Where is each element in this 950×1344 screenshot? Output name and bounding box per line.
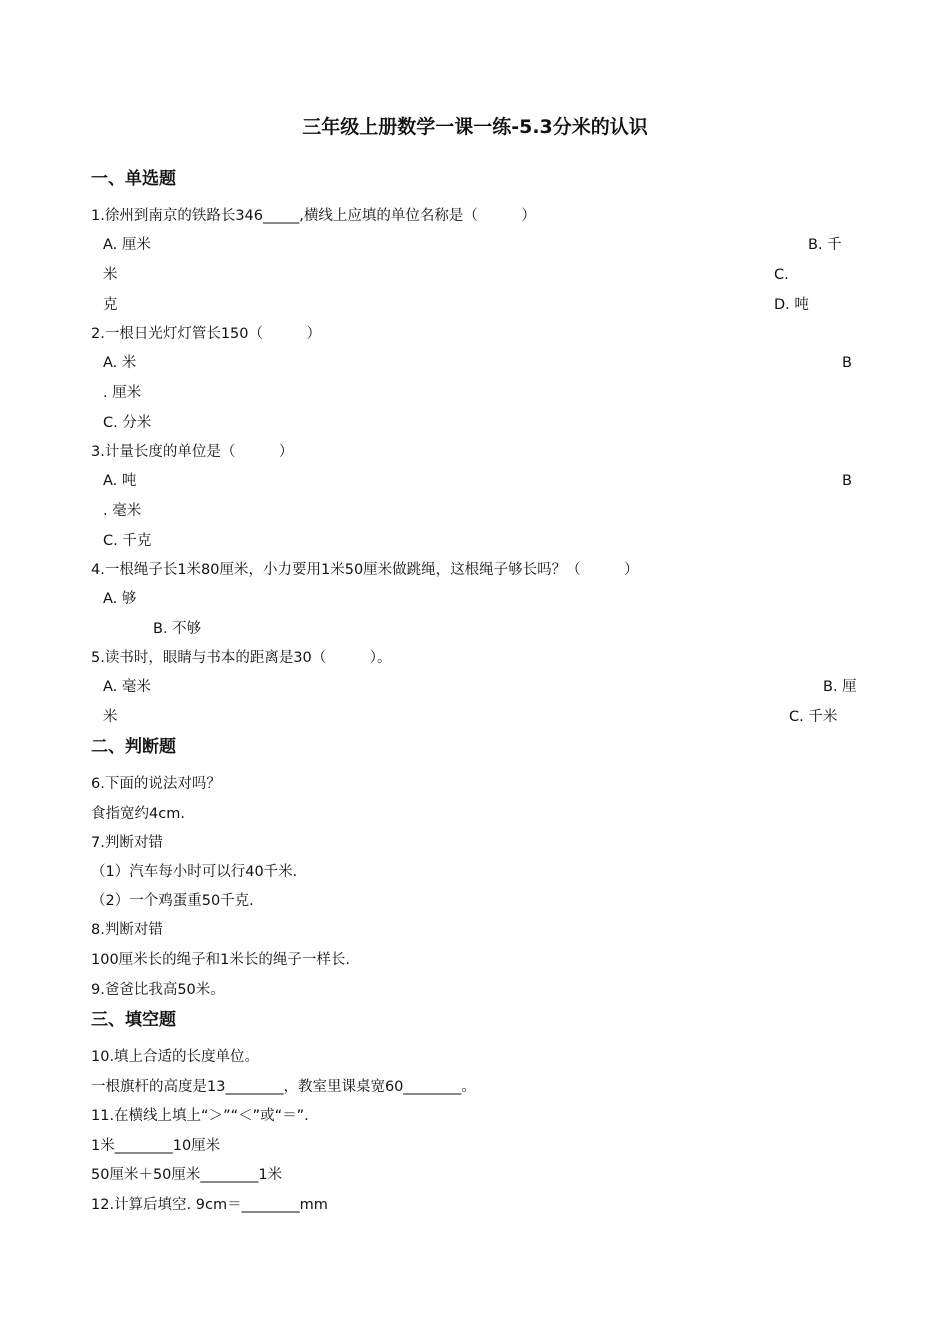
option-b-continued: . 毫米 [103,503,142,519]
question-stem: 5.读书时，眼睛与书本的距离是30（ ）。 [91,650,392,666]
option-a: A. 厘米 [103,237,151,253]
option-c: C. [774,267,789,283]
question-stem: 2.一根日光灯灯管长150（ ） [91,326,322,342]
option-b: B. 不够 [153,621,202,637]
option-c: C. 千克 [103,533,152,549]
option-c-continued: 克 [103,297,118,313]
option-c: C. 千米 [789,709,838,725]
question-line: 100厘米长的绳子和1米长的绳子一样长. [91,952,351,968]
option-a: A. 米 [103,355,137,371]
question-stem: 9.爸爸比我高50米。 [91,982,225,998]
question-line: （2）一个鸡蛋重50千克. [91,893,254,909]
question-line: 50厘米＋50厘米________1米 [91,1167,283,1183]
question-stem: 4.一根绳子长1米80厘米，小力要用1米50厘米做跳绳，这根绳子够长吗？（ ） [91,562,639,578]
question-stem: 8.判断对错 [91,922,163,938]
option-b: B. 厘 [823,679,857,695]
question-stem: 3.计量长度的单位是（ ） [91,444,294,460]
section-fill-in: 三、填空题 [91,1010,176,1030]
section-single-choice: 一、单选题 [91,169,176,189]
option-a: A. 吨 [103,473,137,489]
question-stem: 11.在横线上填上“＞”“＜”或“＝”. [91,1108,309,1124]
option-a: A. 毫米 [103,679,151,695]
option-b: B [842,473,852,489]
section-true-false: 二、判断题 [91,737,176,757]
option-a: A. 够 [103,591,137,607]
page-title: 三年级上册数学一课一练-5.3分米的认识 [302,116,648,138]
question-stem: 7.判断对错 [91,835,163,851]
question-stem: 1.徐州到南京的铁路长346_____,横线上应填的单位名称是（ ） [91,208,536,224]
question-stem: 10.填上合适的长度单位。 [91,1049,260,1065]
option-b-continued: . 厘米 [103,385,142,401]
option-b: B [842,355,852,371]
option-b-continued: 米 [103,709,118,725]
question-line: 食指宽约4cm. [91,806,185,822]
question-line: （1）汽车每小时可以行40千米. [91,864,298,880]
question-line: 一根旗杆的高度是13________，教室里课桌宽60________。 [91,1079,476,1095]
question-line: 1米________10厘米 [91,1138,221,1154]
option-d: D. 吨 [774,297,809,313]
option-b: B. 千 [808,237,842,253]
option-c: C. 分米 [103,415,152,431]
question-stem: 6.下面的说法对吗？ [91,776,221,792]
option-b-continued: 米 [103,267,118,283]
question-stem: 12.计算后填空. 9cm＝________mm [91,1197,328,1213]
